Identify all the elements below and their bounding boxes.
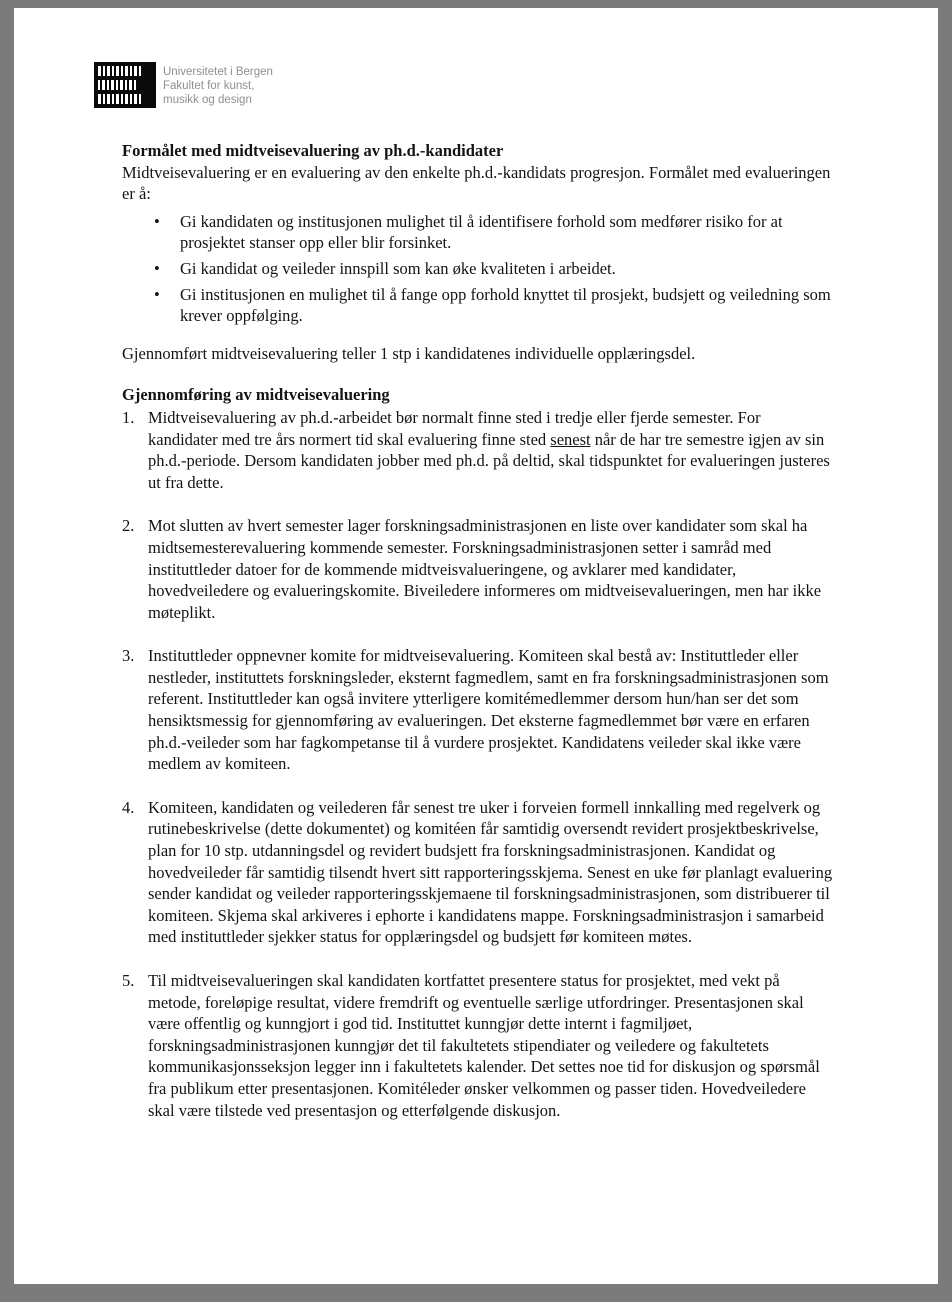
- procedure-item-3: [122, 645, 834, 775]
- logo-faculty-line-2: musikk og design: [163, 94, 252, 106]
- uib-logo-text: [163, 62, 273, 107]
- procedure-list: [122, 407, 834, 1121]
- logo-faculty-line-1: Fakultet for kunst,: [163, 80, 255, 92]
- item-text: Instituttleder oppnevner komite for midtveisevaluering. Komiteen skal bestå av: Instituttleder eller nestleder, instituttets forskningsleder, eksternt fagmedlem, samt en fra forskningsadministrasjonen som referent. Instituttleder kan også invitere ytterligere komitémedlemmer dersom hun/han ser det som hensiktsmessig for gjennomføring av evalueringen. Det eksterne fagmedlemmet bør være en erfaren ph.d.-veileder som har fagkompetanse til å vurdere prosjektet. Kandidatens veileder skal ikke være medlem av komiteen.: [148, 646, 829, 774]
- uib-logo-mark: [94, 62, 156, 108]
- uib-logo: [94, 62, 834, 108]
- bullet-item: • Gi kandidaten og institusjonen mulighet til å identifisere forhold som medfører risiko for at prosjektet stanser opp eller blir forsinket.: [122, 211, 834, 254]
- item-text: Mot slutten av hvert semester lager forskningsadministrasjonen en liste over kandidater som skal ha midtsemesterevaluering kommende semester. Forskningsadministrasjonen setter i samråd med instituttleder datoer for de kommende midtveisvalueringene, og avklarer med kandidater, hovedveiledere og evalueringskomite. Biveiledere informeres om midtveisevalueringen, men har ikke møteplikt.: [148, 516, 822, 622]
- item-number: 4.: [122, 797, 135, 817]
- document-page: [14, 8, 938, 1284]
- item-text: Til midtveisevalueringen skal kandidaten kortfattet presentere status for prosjektet, med vekt på metode, foreløpige resultat, videre fremdrift og eventuelle særlige utfordringer. Presentasjonen skal være offentlig og kunngjort i god tid. Instituttet kunngjør dette internt i fagmiljøet, forskningsadministrasjonen kunngjør det til fakultetets stipendiater og veiledere og fakultetets kommunikasjonsseksjon legger inn i fakultetets kalender. Det settes noe tid for diskusjon og spørsmål fra publikum etter presentasjonen. Komitéleder ønsker velkommen og passer tiden. Hovedveiledere skal være tilstede ved presentasjon og etterfølgende diskusjon.: [148, 971, 820, 1120]
- procedure-item-2: [122, 515, 834, 623]
- item-text: Komiteen, kandidaten og veilederen får senest tre uker i forveien formell innkalling med regelverk og rutinebeskrivelse (dette dokumentet) og komitéen får samtidig oversendt revidert prosjektbeskrivelse, plan for 10 stp. utdanningsdel og revidert budsjett fra forskningsadministrasjonen. Kandidat og hovedveileder får samtidig tilsendt hvert sitt rapporteringsskjema. Senest en uke før planlagt evaluering sender kandidat og veileder rapporteringsskjemaene til forskningsadministrasjonen, som distribuerer til komiteen. Skjema skal arkiveres i ephorte i kandidatens mappe. Forskningsadministrasjon i samarbeid med instituttleder sjekker status for opplæringsdel og budsjett før komiteen møtes.: [148, 797, 833, 947]
- heading-procedure: Gjennomføring av midtveisevaluering: [122, 385, 390, 405]
- logo-org-line: Universitetet i Bergen: [163, 66, 273, 78]
- purpose-intro: Midtveisevaluering er en evaluering av den enkelte ph.d.-kandidats progresjon. Formålet med evalueringen er å:: [122, 162, 831, 204]
- item-text: [148, 407, 834, 493]
- item-number: 1.: [122, 407, 135, 427]
- item-text-underlined: senest: [550, 429, 591, 449]
- item-number: 2.: [122, 516, 135, 536]
- bullet-item: • Gi institusjonen en mulighet til å fange opp forhold knyttet til prosjekt, budsjett og veiledning som krever oppfølging.: [122, 284, 834, 327]
- item-number: 3.: [122, 646, 135, 666]
- procedure-item-4: [122, 797, 834, 948]
- procedure-item-1: [122, 407, 834, 493]
- procedure-item-5: [122, 970, 834, 1121]
- heading-purpose: Formålet med midtveisevaluering av ph.d.-kandidater: [122, 141, 504, 160]
- item-number: 5.: [122, 971, 135, 990]
- bullet-item: • Gi kandidat og veileder innspill som kan øke kvaliteten i arbeidet.: [122, 258, 834, 280]
- item-text-post: når de har tre semestre igjen av sin ph.d.-periode. Dersom kandidaten jobber med ph.d. på deltid, skal tidspunktet for evalueringen justeres ut fra dette.: [148, 429, 830, 492]
- purpose-bullet-list: [122, 211, 834, 327]
- item-text-pre: Midtveisevaluering av ph.d.-arbeidet bør normalt finne sted i tredje eller fjerde semester. For kandidater med tre års normert tid skal evaluering finne sted: [148, 407, 761, 449]
- purpose-note: Gjennomført midtveisevaluering teller 1 stp i kandidatenes individuelle opplæringsdel.: [122, 343, 696, 363]
